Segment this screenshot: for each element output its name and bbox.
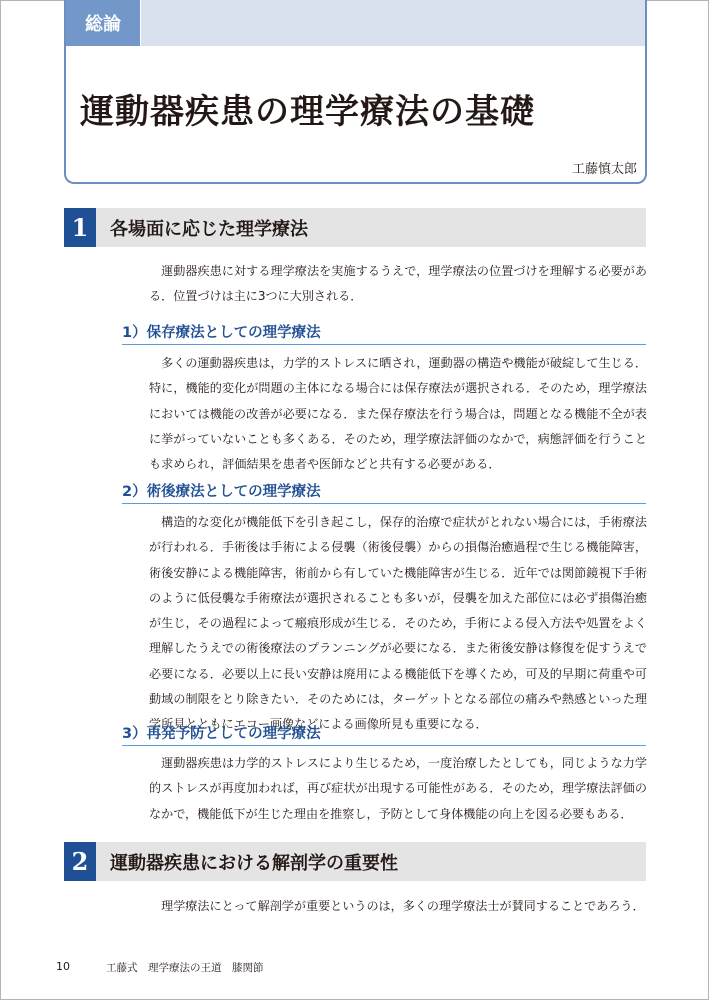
section-2-number: 2 <box>64 842 96 881</box>
subsection-1-body: 多くの運動器疾患は，力学的ストレスに晒され，運動器の構造や機能が破綻して生じる．特に，機能的変化が問題の主体になる場合には保存療法が選択される．そのため，理学療法においては機能の改善が必要になる．また保存療法を行う場合は，問題となる機能不全が表に挙がっていないことも多くある．そのため，理学療法評価のなかで，病態評価を行うことも求められ，評価結果を患者や医師などと共有する必要がある． <box>149 356 647 472</box>
title-strip <box>140 0 645 46</box>
subsection-2-heading: 2）術後療法としての理学療法 <box>122 480 646 504</box>
subsection-3-body: 運動器疾患は力学的ストレスにより生じるため，一度治療したとしても，同じような力学的ストレスが再度加われば，再び症状が出現する可能性がある．そのため，理学療法評価のなかで，機能低下が生じた理由を推察し，予防として身体機能の向上を図る必要もある． <box>149 756 647 821</box>
title-box <box>64 0 647 184</box>
page-number: 10 <box>56 960 70 973</box>
footer-book-title: 工藤式 理学療法の王道 膝関節 <box>106 962 264 974</box>
author-name: 工藤慎太郎 <box>571 162 637 177</box>
section-1-title: 各場面に応じた理学療法 <box>110 218 308 240</box>
section-2-heading <box>64 842 646 881</box>
section-1-number: 1 <box>64 208 96 247</box>
section-2-intro: 理学療法にとって解剖学が重要というのは，多くの理学療法士が賛同することであろう． <box>161 899 645 913</box>
page-title: 運動器疾患の理学療法の基礎 <box>80 92 535 132</box>
subsection-3-heading: 3）再発予防としての理学療法 <box>122 722 646 746</box>
category-tab: 総論 <box>66 0 140 46</box>
subsection-1-heading: 1）保存療法としての理学療法 <box>122 321 646 345</box>
section-1-heading <box>64 208 646 247</box>
subsection-2-body: 構造的な変化が機能低下を引き起こし，保存的治療で症状がとれない場合には，手術療法が行われる．手術後は手術による侵襲（術後侵襲）からの損傷治癒過程で生じる機能障害，術後安静による機能障害，術前から有していた機能障害が生じる．近年では関節鏡視下手術のように低侵襲な手術療法が選択されることも多いが，侵襲を加えた部位には必ず損傷治癒が生じ，その過程によって瘢痕形成が生じる．そのため，手術による侵入方法や処置をよく理解したうえでの術後療法のプランニングが必要になる．また術後安静は修復を促すうえで必要になる．必要以上に長い安静は廃用による機能低下を導くため，可及的早期に荷重や可動域の制限をとり除きたい．そのためには，ターゲットとなる部位の痛みや熱感といった理学所見とともにエコー画像などによる画像所見も重要になる． <box>149 515 647 732</box>
section-2-title: 運動器疾患における解剖学の重要性 <box>110 852 398 874</box>
section-1-intro: 運動器疾患に対する理学療法を実施するうえで，理学療法の位置づけを理解する必要がある．位置づけは主に3つに大別される． <box>149 264 647 304</box>
